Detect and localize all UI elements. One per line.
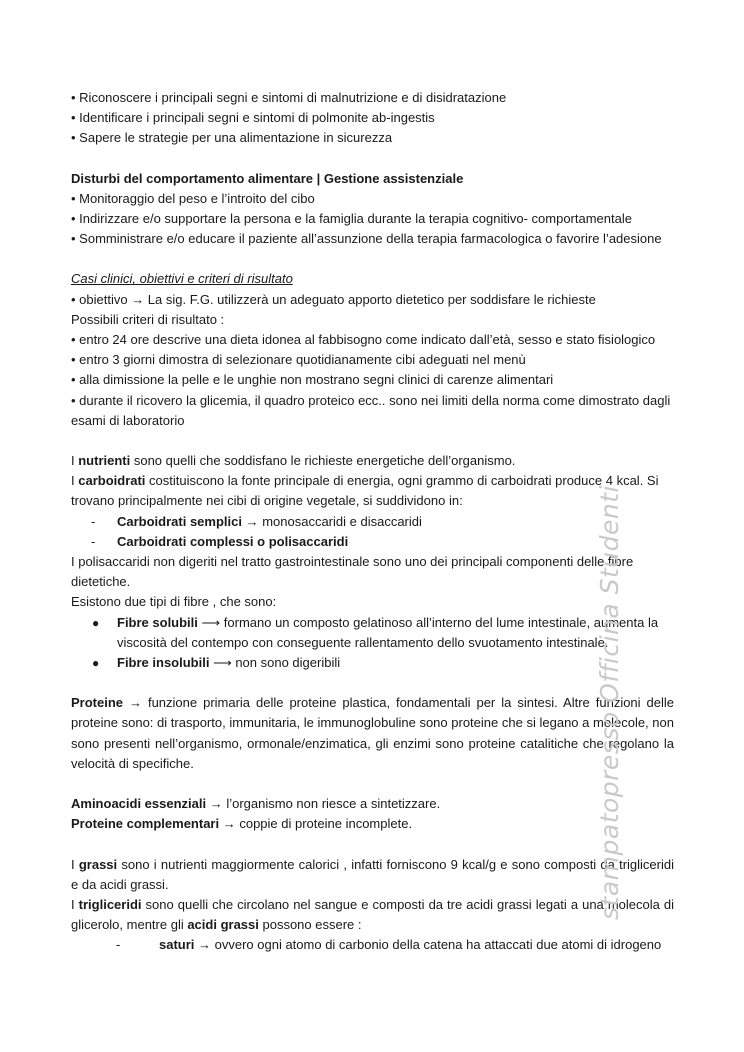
line-proteine-complementari: Proteine complementari → coppie di proteine incomplete. (71, 816, 413, 832)
section-heading-disturbi: Disturbi del comportamento alimentare | Gestione assistenziale (71, 170, 464, 186)
paragraph-tipi-fibre: Esistono due tipi di fibre , che sono: (71, 594, 277, 610)
paragraph-carboidrati: I carboidrati costituiscono la fonte principale di energia, ogni grammo di carboidrati produce 4 kcal. Si trovano principalmente nei cibi di origine vegetale, si suddividono in: (71, 473, 659, 509)
paragraph-polisaccaridi: I polisaccaridi non digeriti nel tratto gastrointestinale sono uno dei principali componenti delle fibre dietetiche. (71, 554, 634, 590)
list-item-carboidrati-semplici: - Carboidrati semplici → monosaccaridi e disaccaridi (91, 513, 422, 529)
paragraph-nutrienti: I nutrienti sono quelli che soddisfano le richieste energetiche dell’organismo. (71, 453, 516, 469)
document-page (71, 88, 674, 956)
list-item-carboidrati-complessi: - Carboidrati complessi o polisaccaridi (91, 533, 349, 549)
paragraph-grassi: I grassi sono i nutrienti maggiormente calorici , infatti forniscono 9 kcal/g e sono composti da trigliceridi e da acidi grassi. (71, 856, 674, 892)
list-item-acidi-saturi: - saturi → ovvero ogni atomo di carbonio della catena ha attaccati due atomi di idrogeno (116, 937, 662, 953)
list-item: • entro 24 ore descrive una dieta idonea al fabbisogno come indicato dall’età, sesso e stato fisiologico (71, 332, 656, 348)
criteria-intro: Possibili criteri di risultato : (71, 311, 225, 327)
line-aminoacidi-essenziali: Aminoacidi essenziali → l’organismo non riesce a sintetizzare. (71, 796, 441, 812)
section-heading-casi-clinici: Casi clinici, obiettivi e criteri di risultato (71, 271, 293, 287)
paragraph-trigliceridi: I trigliceridi sono quelli che circolano nel sangue e composti da tre acidi grassi legati a una molecola di glicerolo, mentre gli acidi grassi possono essere : (71, 896, 674, 933)
list-item: • Somministrare e/o educare il paziente all’assunzione della terapia farmacologica o favorire l’adesione (71, 231, 662, 247)
intro-bullet-list (71, 88, 674, 149)
list-item: • entro 3 giorni dimostra di selezionare quotidianamente cibi adeguati nel menù (71, 352, 526, 368)
list-item: • Monitoraggio del peso e l’introito del cibo (71, 190, 315, 206)
list-item: • Identificare i principali segni e sintomi di polmonite ab-ingestis (71, 110, 435, 126)
watermark-text: stampatopresso Officina Studenti (595, 485, 624, 920)
list-item: • Sapere le strategie per una alimentazione in sicurezza (71, 130, 393, 146)
objective-line: • obiettivo → La sig. F.G. utilizzerà un adeguato apporto dietetico per soddisfare le richieste (71, 291, 596, 307)
list-item: • Indirizzare e/o supportare la persona e la famiglia durante la terapia cognitivo- comportamentale (71, 211, 632, 227)
list-item-fibre-insolubili: ● Fibre insolubili ⟶ non sono digeribili (92, 655, 341, 671)
list-item: • durante il ricovero la glicemia, il quadro proteico ecc.. sono nei limiti della norma come dimostrato dagli esami di laboratorio (71, 392, 671, 428)
list-item: • alla dimissione la pelle e le unghie non mostrano segni clinici di carenze alimentari (71, 372, 554, 388)
paragraph-proteine: Proteine → funzione primaria delle proteine plastica, fondamentali per la sintesi. Altre funzioni delle proteine sono: di trasporto, immunitaria, le immunoglobuline sono proteine che si legano a molecole, non sono presenti nell’organismo, ormonale/enzimatica, gli enzimi sono proteine catalitiche che regolano la velocità di specifiche. (71, 695, 674, 771)
list-item-fibre-solubili: ● Fibre solubili ⟶ formano un composto gelatinoso all’interno del lume intestinale, aumenta la viscosità del contempo con conseguente rallentamento dello svuotamento intestinale. (92, 614, 659, 650)
list-item: • Riconoscere i principali segni e sintomi di malnutrizione e di disidratazione (71, 90, 507, 105)
